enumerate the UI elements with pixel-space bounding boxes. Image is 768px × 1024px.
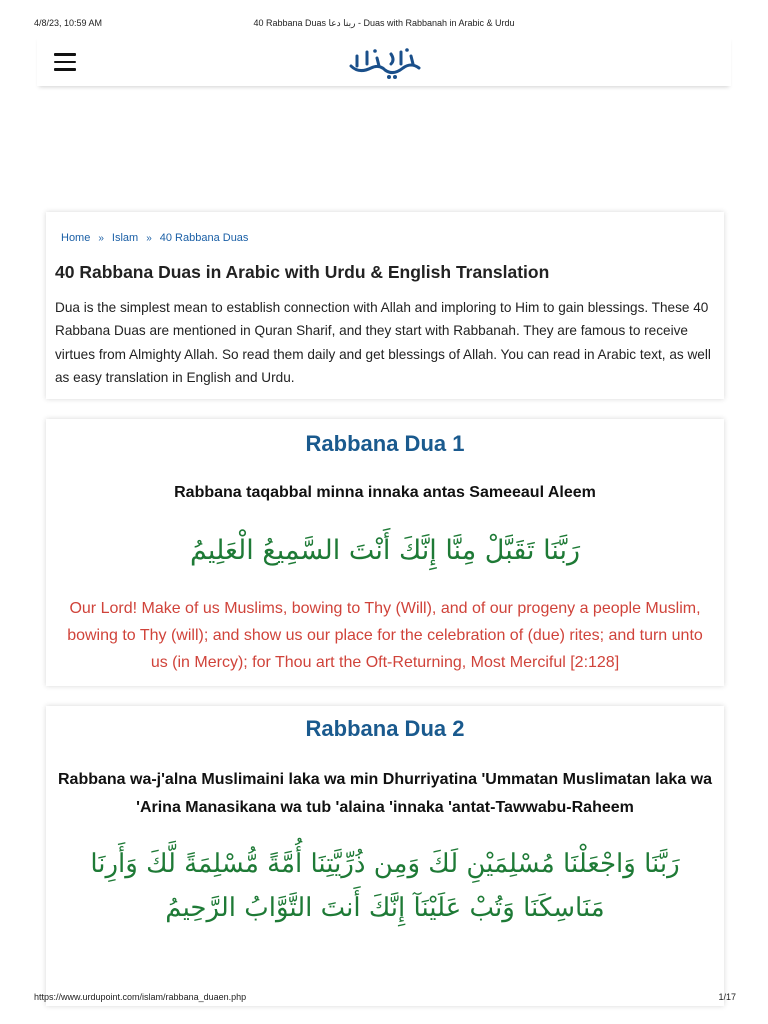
dua-card-1 [46,419,724,686]
print-header [0,18,768,34]
dua-translation: Our Lord! Make of us Muslims, bowing to Thy (Will), and of our progeny a people Muslim, bowing to Thy (will); and show us our place for the celebration of (due) rites; and turn unto us (in Mercy); for Thou art the Oft-Returning, Most Merciful [2:128] [67,600,703,671]
print-footer [0,992,768,1008]
dua-transliteration: Rabbana wa-j'alna Muslimaini laka wa min Dhurriyatina 'Ummatan Muslimatan laka wa 'Arina Manasikana wa tub 'alaina 'innaka 'antat-Tawwabu-Raheem [57,771,713,816]
dua-card-2 [46,706,724,1006]
page-title: 40 Rabbana Duas in Arabic with Urdu & English Translation [55,262,550,282]
hamburger-menu-icon[interactable] [54,53,76,71]
print-datetime: 4/8/23, 10:59 AM [34,18,103,28]
intro-card [46,212,724,399]
dua-arabic-text: رَبَّنَا وَاجْعَلْنَا مُسْلِمَيْنِ لَكَ وَمِن ذُرِّيَّتِنَا أُمَّةً مُّسْلِمَةً لَّكَ وَأَرِنَا مَنَاسِكَنَا وَتُبْ عَلَيْنَآ إِنَّكَ أَنتَ التَّوَّابُ الرَّحِيمُ [90,849,680,923]
breadcrumb-home[interactable]: Home [61,232,91,244]
dua-title: Rabbana Dua 1 [305,431,465,456]
breadcrumb-current[interactable]: 40 Rabbana Duas [159,232,249,244]
print-page-title: 40 Rabbana Duas ربنا دعا - Duas with Rabbanah in Arabic & Urdu [253,18,515,28]
dua-title: Rabbana Dua 2 [305,716,465,741]
dua-arabic-text: رَبَّنَا تَقَبَّلْ مِنَّا إِنَّكَ أَنْتَ السَّمِيعُ الْعَلِيمُ [189,535,581,566]
print-url: https://www.urdupoint.com/islam/rabbana_duaen.php [34,992,247,1002]
logo-mark [345,46,425,82]
site-logo[interactable] [345,46,425,82]
breadcrumb-separator: » [146,233,152,244]
dua-transliteration: Rabbana taqabbal minna innaka antas Sameeaul Aleem [174,484,596,501]
intro-paragraph: Dua is the simplest mean to establish connection with Allah and imploring to Him to gain blessings. These 40 Rabbana Duas are mentioned in Quran Sharif, and they start with Rabbanah. They are famous to receive virtues from Almighty Allah. So read them daily and get blessings of Allah. You can read in Arabic text, as well as easy translation in English and Urdu. [55,300,711,386]
breadcrumb-separator: » [98,233,104,244]
breadcrumb-islam[interactable]: Islam [111,232,139,244]
top-navbar [37,36,731,86]
print-page-count: 1/17 [718,992,736,1002]
breadcrumb [61,232,248,244]
